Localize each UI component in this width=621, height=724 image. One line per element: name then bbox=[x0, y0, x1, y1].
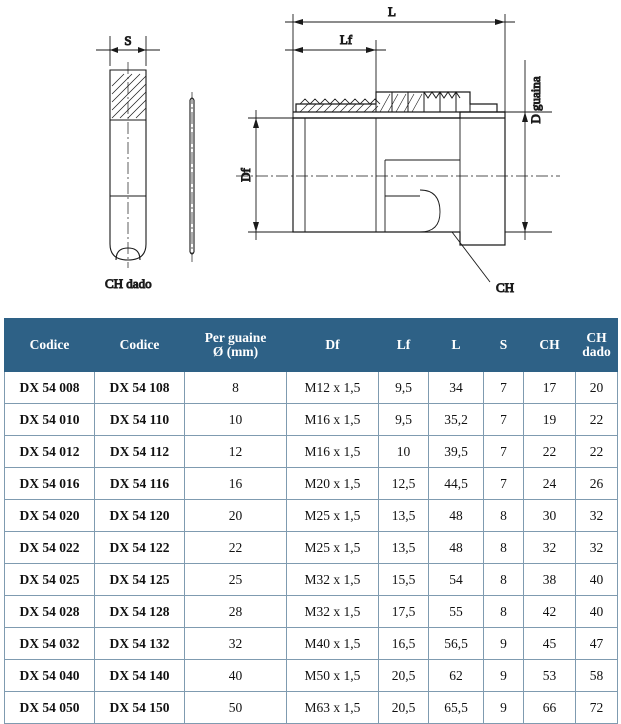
cell-s: 8 bbox=[484, 532, 524, 564]
cell-ch: 45 bbox=[524, 628, 576, 660]
cell-s: 8 bbox=[484, 596, 524, 628]
center-axis bbox=[128, 62, 560, 268]
table-row bbox=[5, 468, 618, 500]
cell-df: M32 x 1,5 bbox=[287, 564, 379, 596]
cell-ch: 53 bbox=[524, 660, 576, 692]
cell-lf: 13,5 bbox=[379, 532, 429, 564]
cell-per-guaine: 20 bbox=[185, 500, 287, 532]
cell-codice-1: DX 54 020 bbox=[5, 500, 95, 532]
table-row bbox=[5, 404, 618, 436]
cell-codice-1: DX 54 010 bbox=[5, 404, 95, 436]
cell-per-guaine: 32 bbox=[185, 628, 287, 660]
cell-ch: 30 bbox=[524, 500, 576, 532]
cell-codice-2: DX 54 140 bbox=[95, 660, 185, 692]
spec-table bbox=[4, 318, 618, 724]
cell-per-guaine: 12 bbox=[185, 436, 287, 468]
cell-l: 39,5 bbox=[429, 436, 484, 468]
cell-codice-1: DX 54 028 bbox=[5, 596, 95, 628]
cell-codice-2: DX 54 125 bbox=[95, 564, 185, 596]
cell-df: M12 x 1,5 bbox=[287, 372, 379, 404]
spec-table-container bbox=[4, 318, 617, 724]
cell-ch-dado: 47 bbox=[576, 628, 618, 660]
cell-codice-2: DX 54 116 bbox=[95, 468, 185, 500]
cell-codice-2: DX 54 120 bbox=[95, 500, 185, 532]
cell-df: M32 x 1,5 bbox=[287, 596, 379, 628]
dim-label-d-guaina: D guaina bbox=[528, 76, 543, 124]
th-per-guaine bbox=[185, 319, 287, 372]
table-row bbox=[5, 628, 618, 660]
seal-ring-hatch bbox=[112, 74, 146, 118]
cell-l: 62 bbox=[429, 660, 484, 692]
table-row bbox=[5, 436, 618, 468]
dim-df bbox=[248, 110, 300, 240]
cell-l: 56,5 bbox=[429, 628, 484, 660]
table-row bbox=[5, 372, 618, 404]
cell-ch-dado: 26 bbox=[576, 468, 618, 500]
cell-s: 7 bbox=[484, 372, 524, 404]
ch-leader bbox=[452, 232, 490, 282]
cell-lf: 17,5 bbox=[379, 596, 429, 628]
cell-df: M40 x 1,5 bbox=[287, 628, 379, 660]
cell-ch: 38 bbox=[524, 564, 576, 596]
table-row bbox=[5, 532, 618, 564]
cell-l: 34 bbox=[429, 372, 484, 404]
table-row bbox=[5, 692, 618, 724]
cell-df: M16 x 1,5 bbox=[287, 436, 379, 468]
cell-df: M63 x 1,5 bbox=[287, 692, 379, 724]
table-row bbox=[5, 564, 618, 596]
nut-hatch bbox=[380, 94, 422, 112]
dim-lf bbox=[285, 40, 386, 118]
th-ch-dado-line1: CH bbox=[586, 329, 607, 345]
cell-l: 65,5 bbox=[429, 692, 484, 724]
cell-df: M16 x 1,5 bbox=[287, 404, 379, 436]
th-lf: Lf bbox=[379, 319, 429, 372]
cell-l: 44,5 bbox=[429, 468, 484, 500]
cell-per-guaine: 8 bbox=[185, 372, 287, 404]
cell-lf: 20,5 bbox=[379, 660, 429, 692]
table-row bbox=[5, 500, 618, 532]
cell-codice-1: DX 54 032 bbox=[5, 628, 95, 660]
cell-ch-dado: 32 bbox=[576, 500, 618, 532]
cell-codice-1: DX 54 008 bbox=[5, 372, 95, 404]
cell-df: M50 x 1,5 bbox=[287, 660, 379, 692]
cell-df: M25 x 1,5 bbox=[287, 500, 379, 532]
cell-s: 9 bbox=[484, 692, 524, 724]
technical-drawing bbox=[0, 0, 621, 318]
dim-label-s: S bbox=[124, 33, 132, 48]
th-per-guaine-line1: Per guaine bbox=[204, 329, 267, 345]
cell-codice-2: DX 54 110 bbox=[95, 404, 185, 436]
cell-codice-1: DX 54 012 bbox=[5, 436, 95, 468]
cell-per-guaine: 50 bbox=[185, 692, 287, 724]
cell-lf: 9,5 bbox=[379, 372, 429, 404]
cell-per-guaine: 25 bbox=[185, 564, 287, 596]
cell-ch: 66 bbox=[524, 692, 576, 724]
dim-label-ch-dado: CH dado bbox=[105, 276, 152, 291]
table-header-row bbox=[5, 319, 618, 372]
cell-codice-2: DX 54 128 bbox=[95, 596, 185, 628]
body-inner-lines bbox=[305, 118, 460, 245]
table-body bbox=[5, 372, 618, 724]
cell-ch: 22 bbox=[524, 436, 576, 468]
cell-codice-2: DX 54 132 bbox=[95, 628, 185, 660]
dim-label-l: L bbox=[388, 4, 396, 19]
cell-lf: 9,5 bbox=[379, 404, 429, 436]
cell-lf: 20,5 bbox=[379, 692, 429, 724]
dim-label-ch: CH bbox=[496, 280, 515, 295]
cell-s: 7 bbox=[484, 404, 524, 436]
cell-codice-1: DX 54 050 bbox=[5, 692, 95, 724]
table-row bbox=[5, 660, 618, 692]
thread-hatch bbox=[300, 104, 378, 112]
cell-lf: 10 bbox=[379, 436, 429, 468]
cell-s: 9 bbox=[484, 660, 524, 692]
cell-ch-dado: 32 bbox=[576, 532, 618, 564]
cell-s: 7 bbox=[484, 468, 524, 500]
cell-codice-1: DX 54 025 bbox=[5, 564, 95, 596]
dim-label-lf: Lf bbox=[339, 32, 353, 47]
th-ch-dado-line2: dado bbox=[582, 344, 611, 359]
th-codice-1: Codice bbox=[5, 319, 95, 372]
cell-codice-2: DX 54 112 bbox=[95, 436, 185, 468]
th-per-guaine-line2: Ø (mm) bbox=[212, 344, 259, 359]
cell-lf: 13,5 bbox=[379, 500, 429, 532]
th-l: L bbox=[429, 319, 484, 372]
cell-l: 55 bbox=[429, 596, 484, 628]
thread-teeth bbox=[300, 99, 380, 104]
th-ch-dado bbox=[576, 319, 618, 372]
cell-ch-dado: 40 bbox=[576, 564, 618, 596]
cell-codice-1: DX 54 040 bbox=[5, 660, 95, 692]
th-df: Df bbox=[287, 319, 379, 372]
cell-lf: 16,5 bbox=[379, 628, 429, 660]
cell-l: 35,2 bbox=[429, 404, 484, 436]
dim-l bbox=[285, 14, 515, 118]
cell-ch-dado: 22 bbox=[576, 436, 618, 468]
cell-s: 8 bbox=[484, 500, 524, 532]
cell-per-guaine: 10 bbox=[185, 404, 287, 436]
th-codice-2: Codice bbox=[95, 319, 185, 372]
cell-l: 48 bbox=[429, 532, 484, 564]
nut-section bbox=[376, 92, 470, 112]
cell-df: M20 x 1,5 bbox=[287, 468, 379, 500]
cell-ch-dado: 58 bbox=[576, 660, 618, 692]
cell-s: 9 bbox=[484, 628, 524, 660]
cell-ch-dado: 20 bbox=[576, 372, 618, 404]
cell-ch: 19 bbox=[524, 404, 576, 436]
th-s: S bbox=[484, 319, 524, 372]
th-ch: CH bbox=[524, 319, 576, 372]
cell-per-guaine: 40 bbox=[185, 660, 287, 692]
cell-ch: 42 bbox=[524, 596, 576, 628]
cell-codice-1: DX 54 022 bbox=[5, 532, 95, 564]
cell-per-guaine: 22 bbox=[185, 532, 287, 564]
cell-codice-2: DX 54 122 bbox=[95, 532, 185, 564]
cell-lf: 15,5 bbox=[379, 564, 429, 596]
cell-l: 54 bbox=[429, 564, 484, 596]
cell-codice-2: DX 54 108 bbox=[95, 372, 185, 404]
cell-s: 7 bbox=[484, 436, 524, 468]
cell-ch: 32 bbox=[524, 532, 576, 564]
cell-s: 8 bbox=[484, 564, 524, 596]
cell-ch: 24 bbox=[524, 468, 576, 500]
cell-ch-dado: 40 bbox=[576, 596, 618, 628]
cell-codice-2: DX 54 150 bbox=[95, 692, 185, 724]
cell-per-guaine: 16 bbox=[185, 468, 287, 500]
dim-label-df: Df bbox=[238, 168, 253, 182]
cell-codice-1: DX 54 016 bbox=[5, 468, 95, 500]
cell-ch-dado: 22 bbox=[576, 404, 618, 436]
cell-df: M25 x 1,5 bbox=[287, 532, 379, 564]
cell-per-guaine: 28 bbox=[185, 596, 287, 628]
cell-l: 48 bbox=[429, 500, 484, 532]
table-row bbox=[5, 596, 618, 628]
cell-lf: 12,5 bbox=[379, 468, 429, 500]
cell-ch: 17 bbox=[524, 372, 576, 404]
cell-ch-dado: 72 bbox=[576, 692, 618, 724]
gland-body-outline bbox=[293, 92, 505, 245]
